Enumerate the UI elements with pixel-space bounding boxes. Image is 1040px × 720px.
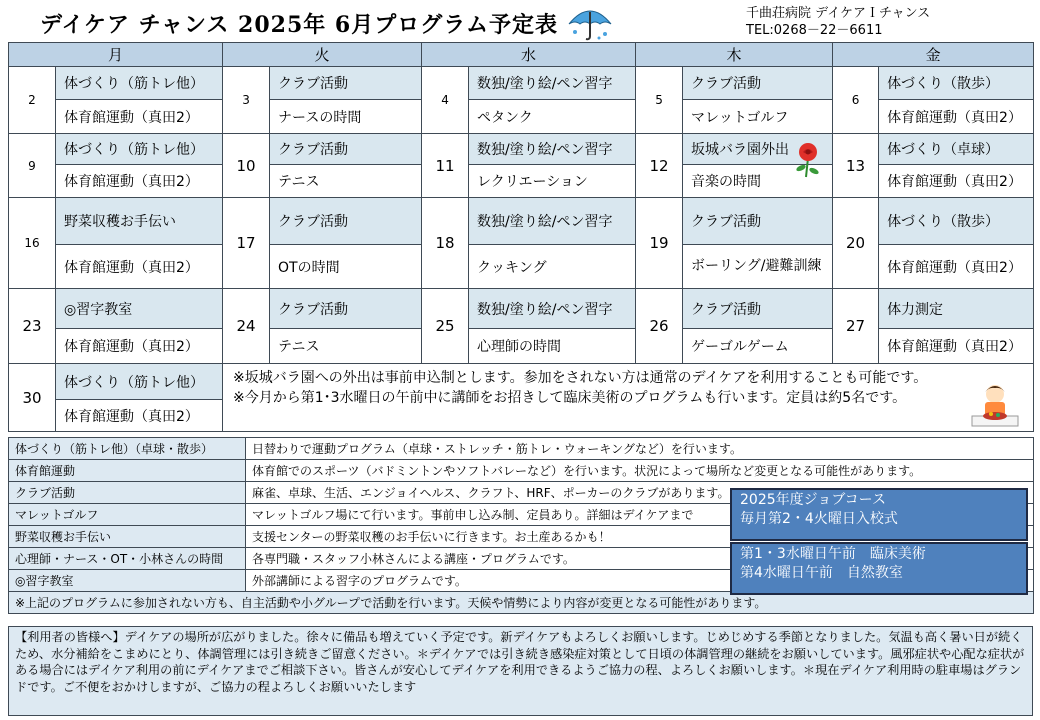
am-activity: クラブ活動 bbox=[683, 289, 833, 329]
pm-activity: 体育館運動（真田2） bbox=[56, 400, 223, 432]
day-header: 火 bbox=[223, 43, 422, 67]
week-row bbox=[9, 165, 1034, 198]
job-course-title: 2025年度ジョブコース bbox=[740, 492, 886, 508]
notice-text: 【利用者の皆様へ】デイケアの場所が広がりました。徐々に備品も増えていく予定です。新デイケアもよろしくお願いします。じめじめする季節となりました。気温も高く暑い日が続くため、水分補給をこまめにとり、体調管理には引き続きご留意ください。＊デイケアでは引き続き感染症対策として日頃の体調管理の継続をお願いしています。風邪症状や心配な症状がある場合にはデイケア利用の前にデイケアまでご相談下さい。皆さんが安心してデイケアを利用できるようご協力の程、よろしくお願いします。＊現在デイケア利用時の駐車場はグランドです。ご不便をおかけしますが、ご協力の程よろしくお願いいたします bbox=[15, 630, 1025, 694]
day-number: 12 bbox=[636, 134, 683, 198]
pm-activity: ペタンク bbox=[469, 100, 636, 134]
week-row bbox=[9, 364, 1034, 400]
pm-activity: 体育館運動（真田2） bbox=[879, 245, 1034, 289]
day-number: 13 bbox=[833, 134, 879, 198]
day-header: 木 bbox=[636, 43, 833, 67]
day-number: 9 bbox=[9, 134, 56, 198]
day-number: 27 bbox=[833, 289, 879, 364]
pm-activity: テニス bbox=[270, 165, 422, 198]
legend-row bbox=[9, 460, 1034, 482]
job-course-box bbox=[730, 488, 1028, 541]
am-activity: 数独/塗り絵/ペン習字 bbox=[469, 67, 636, 100]
pm-activity: OTの時間 bbox=[270, 245, 422, 289]
hospital-tel: TEL:0268－22－6611 bbox=[746, 23, 883, 38]
note-line: ※今月から第1･3水曜日の午前中に講師をお招きして臨床美術のプログラムも行います。定員は約5名です。 bbox=[233, 390, 907, 406]
legend-key: ◎習字教室 bbox=[9, 570, 246, 592]
day-number: 20 bbox=[833, 198, 879, 289]
day-number: 18 bbox=[422, 198, 469, 289]
am-activity: 坂城バラ園外出 bbox=[683, 134, 833, 165]
am-activity: 野菜収穫お手伝い bbox=[56, 198, 223, 245]
legend-note: ※上記のプログラムに参加されない方も、自主活動や小グループで活動を行います。天候や情勢により内容が変更となる可能性があります。 bbox=[9, 592, 1034, 614]
day-number: 24 bbox=[223, 289, 270, 364]
pm-activity: テニス bbox=[270, 329, 422, 364]
day-number: 4 bbox=[422, 67, 469, 134]
week-row bbox=[9, 67, 1034, 100]
day-number: 5 bbox=[636, 67, 683, 134]
am-activity: 数独/塗り絵/ペン習字 bbox=[469, 134, 636, 165]
am-activity: クラブ活動 bbox=[683, 198, 833, 245]
legend-key: クラブ活動 bbox=[9, 482, 246, 504]
pm-activity: クッキング bbox=[469, 245, 636, 289]
am-activity: 体づくり（筋トレ他） bbox=[56, 364, 223, 400]
notice-box bbox=[8, 626, 1033, 716]
legend-value: 外部講師による習字のプログラムです。 bbox=[246, 570, 1034, 592]
day-number: 10 bbox=[223, 134, 270, 198]
am-activity: クラブ活動 bbox=[270, 134, 422, 165]
day-number: 30 bbox=[9, 364, 56, 432]
am-activity: 体づくり（筋トレ他） bbox=[56, 134, 223, 165]
am-activity: ◎習字教室 bbox=[56, 289, 223, 329]
day-number: 19 bbox=[636, 198, 683, 289]
week-row bbox=[9, 245, 1034, 289]
day-number: 16 bbox=[9, 198, 56, 289]
day-header: 水 bbox=[422, 43, 636, 67]
pm-activity: 音楽の時間 bbox=[683, 165, 833, 198]
legend-key: 野菜収穫お手伝い bbox=[9, 526, 246, 548]
am-activity: クラブ活動 bbox=[270, 289, 422, 329]
legend-key: 体づくり（筋トレ他）（卓球・散歩） bbox=[9, 438, 246, 460]
child-cooking-icon bbox=[968, 380, 1022, 432]
legend-value: マレットゴルフ場にて行います。事前申し込み制、定員あり。詳細はデイケアまで bbox=[246, 504, 1034, 526]
week-row bbox=[9, 198, 1034, 245]
week-row bbox=[9, 100, 1034, 134]
job-course-detail: 毎月第2・4火曜日入校式 bbox=[740, 511, 898, 527]
week-row bbox=[9, 329, 1034, 364]
legend-value: 日替わりで運動プログラム（卓球・ストレッチ・筋トレ・ウォーキングなど）を行います。 bbox=[246, 438, 1034, 460]
legend-value: 体育館でのスポーツ（バドミントンやソフトバレーなど）を行います。状況によって場所など変更となる可能性があります。 bbox=[246, 460, 1034, 482]
am-activity: 体づくり（散歩） bbox=[879, 67, 1034, 100]
week-row bbox=[9, 289, 1034, 329]
umbrella-icon bbox=[565, 4, 615, 42]
am-activity: 体づくり（散歩） bbox=[879, 198, 1034, 245]
header-row bbox=[9, 43, 1034, 67]
pm-activity: マレットゴルフ bbox=[683, 100, 833, 134]
pm-activity: 体育館運動（真田2） bbox=[879, 329, 1034, 364]
am-activity: 数独/塗り絵/ペン習字 bbox=[469, 289, 636, 329]
am-activity: 体づくり（筋トレ他） bbox=[56, 67, 223, 100]
day-number: 26 bbox=[636, 289, 683, 364]
pm-activity: ゲーゴルゲーム bbox=[683, 329, 833, 364]
day-number: 25 bbox=[422, 289, 469, 364]
legend-key: 体育館運動 bbox=[9, 460, 246, 482]
pm-activity: ボーリング/避難訓練 bbox=[683, 245, 833, 289]
hospital-name: 千曲荘病院 デイケアＩチャンス bbox=[746, 6, 931, 21]
page-title: デイケア チャンス 2025年 6月プログラム予定表 bbox=[40, 12, 558, 38]
note-line: ※坂城バラ園への外出は事前申込制とします。参加をされない方は通常のデイケアを利用することも可能です。 bbox=[233, 370, 928, 386]
week-row bbox=[9, 134, 1034, 165]
pm-activity: 体育館運動（真田2） bbox=[56, 100, 223, 134]
art-class-box bbox=[730, 542, 1028, 595]
am-activity: 体づくり（卓球） bbox=[879, 134, 1034, 165]
pm-activity: 体育館運動（真田2） bbox=[879, 165, 1034, 198]
day-number: 6 bbox=[833, 67, 879, 134]
am-activity: 数独/塗り絵/ペン習字 bbox=[469, 198, 636, 245]
pm-activity: 体育館運動（真田2） bbox=[56, 165, 223, 198]
pm-activity: 体育館運動（真田2） bbox=[56, 329, 223, 364]
art-class-line: 第1・3水曜日午前 臨床美術 bbox=[740, 546, 926, 562]
am-activity: クラブ活動 bbox=[683, 67, 833, 100]
am-activity: クラブ活動 bbox=[270, 198, 422, 245]
day-number: 2 bbox=[9, 67, 56, 134]
nature-class-line: 第4水曜日午前 自然教室 bbox=[740, 565, 903, 581]
am-activity: 体力測定 bbox=[879, 289, 1034, 329]
legend-value: 各専門職・スタッフ小林さんによる講座・プログラムです。 bbox=[246, 548, 1034, 570]
day-header: 金 bbox=[833, 43, 1034, 67]
legend-value: 支援センターの野菜収穫のお手伝いに行きます。お土産あるかも！ bbox=[246, 526, 1034, 548]
legend-value: 麻雀、卓球、生活、エンジョイヘルス、クラフト、HRF、ポーカーのクラブがあります。 bbox=[246, 482, 1034, 504]
legend-key: 心理師・ナース・OT・小林さんの時間 bbox=[9, 548, 246, 570]
calendar-table bbox=[8, 42, 1034, 432]
pm-activity: レクリエーション bbox=[469, 165, 636, 198]
pm-activity: 心理師の時間 bbox=[469, 329, 636, 364]
day-number: 17 bbox=[223, 198, 270, 289]
pm-activity: ナースの時間 bbox=[270, 100, 422, 134]
rose-icon bbox=[794, 142, 822, 178]
legend-key: マレットゴルフ bbox=[9, 504, 246, 526]
am-activity: クラブ活動 bbox=[270, 67, 422, 100]
hospital-info bbox=[746, 5, 930, 39]
notes-cell bbox=[223, 364, 1034, 432]
pm-activity: 体育館運動（真田2） bbox=[56, 245, 223, 289]
pm-activity: 体育館運動（真田2） bbox=[879, 100, 1034, 134]
day-number: 23 bbox=[9, 289, 56, 364]
legend-row bbox=[9, 438, 1034, 460]
day-header: 月 bbox=[9, 43, 223, 67]
day-number: 11 bbox=[422, 134, 469, 198]
day-number: 3 bbox=[223, 67, 270, 134]
